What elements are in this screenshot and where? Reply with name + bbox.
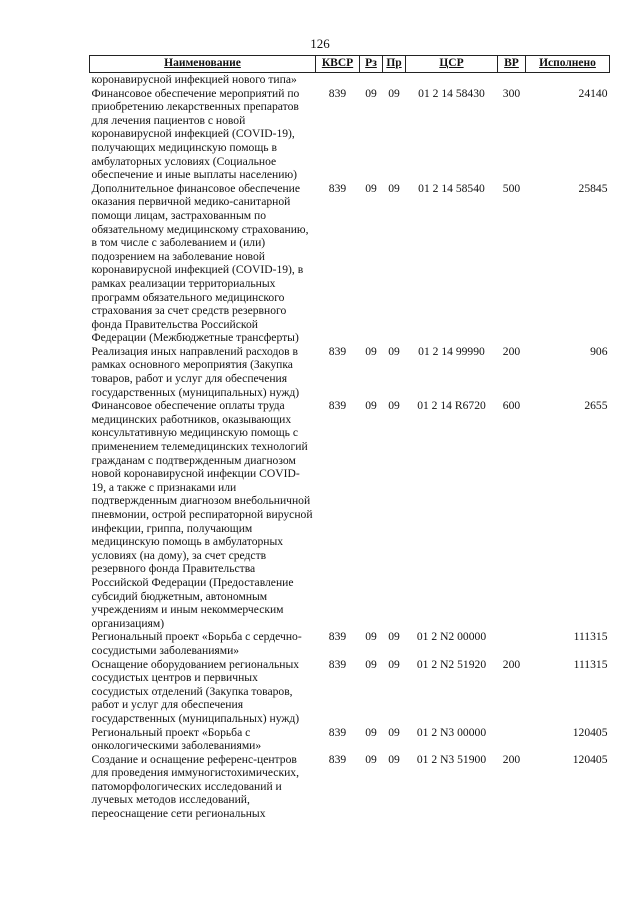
row-name: Дополнительное финансовое обеспечение оказания первичной медико-санитарной помощи лицам, застрахованным по обязательному медицинскому страхованию, в том числе с заболеванием и (или) подозрением на заболевание новой коронавирусной инфекцией (COVID-19), в рамках реализации территориальных программ обязательного медицинского страхования за счет средств резервного фонда Правительства Российской Федерации (Межбюджетные трансферты) <box>91 181 309 345</box>
row-rz: 09 <box>365 344 377 358</box>
row-csr: 01 2 N3 00000 <box>416 725 487 739</box>
row-pr: 09 <box>388 657 400 671</box>
row-kvsr: 839 <box>328 181 347 195</box>
row-csr: 01 2 14 58430 <box>418 86 485 100</box>
continuation-row <box>90 73 610 87</box>
row-csr: 01 2 N2 51920 <box>416 657 487 671</box>
row-vr <box>498 726 526 753</box>
row-name: Оснащение оборудованием региональных сосудистых центров и первичных сосудистых отделений (Закупка товаров, работ и услуг для обеспечения государственных (муниципальных) нужд) <box>91 657 300 725</box>
table-row <box>90 182 610 345</box>
row-rz: 09 <box>365 181 377 195</box>
row-rz: 09 <box>365 657 377 671</box>
row-csr: 01 2 14 58540 <box>418 181 485 195</box>
header-rz: Рз <box>360 56 383 73</box>
header-executed: Исполнено <box>526 56 610 73</box>
row-vr: 200 <box>502 752 521 766</box>
row-pr: 09 <box>388 181 400 195</box>
row-executed: 111315 <box>573 630 608 644</box>
row-pr: 09 <box>388 344 400 358</box>
table-row <box>90 345 610 399</box>
row-executed: 906 <box>590 344 608 358</box>
row-pr: 09 <box>388 630 400 644</box>
row-executed: 2655 <box>584 399 608 413</box>
table-row <box>90 399 610 630</box>
row-name: Региональный проект «Борьба с сердечно-сосудистыми заболеваниями» <box>91 630 302 657</box>
header-kvsr: КВСР <box>316 56 360 73</box>
page-number: 126 <box>310 36 330 51</box>
row-csr: 01 2 14 99990 <box>418 344 485 358</box>
table-row <box>90 658 610 726</box>
row-vr <box>498 630 526 657</box>
row-csr: 01 2 N3 51900 <box>416 752 487 766</box>
row-pr: 09 <box>388 725 400 739</box>
row-rz: 09 <box>365 752 377 766</box>
table-row <box>90 726 610 753</box>
row-executed: 111315 <box>573 657 608 671</box>
row-pr: 09 <box>388 752 400 766</box>
row-executed: 25845 <box>578 181 608 195</box>
row-kvsr: 839 <box>328 630 347 644</box>
row-kvsr: 839 <box>328 725 347 739</box>
header-vr: ВР <box>498 56 526 73</box>
row-kvsr: 839 <box>328 344 347 358</box>
row-kvsr: 839 <box>328 752 347 766</box>
continuation-text: коронавирусной инфекцией нового типа» <box>91 73 297 86</box>
row-kvsr: 839 <box>328 657 347 671</box>
row-vr: 600 <box>502 399 521 413</box>
row-vr: 200 <box>502 657 521 671</box>
row-vr: 300 <box>502 86 521 100</box>
row-rz: 09 <box>365 725 377 739</box>
row-pr: 09 <box>388 86 400 100</box>
row-csr: 01 2 14 R6720 <box>417 399 486 413</box>
budget-table <box>89 55 610 821</box>
row-rz: 09 <box>365 630 377 644</box>
table-header-row <box>90 56 610 73</box>
row-name: Финансовое обеспечение мероприятий по приобретению лекарственных препаратов для лечения пациентов с новой коронавирусной инфекцией (COVID-19), получающих медицинскую помощь в амбулаторных условиях (Социальное обеспечение и иные выплаты населению) <box>91 86 300 182</box>
row-kvsr: 839 <box>328 399 347 413</box>
row-executed: 24140 <box>578 86 608 100</box>
table-row <box>90 87 610 182</box>
row-name: Создание и оснащение референс-центров для проведения иммуногистохимических, патоморфологических исследований и лучевых методов исследований, переоснащение сети региональных <box>91 752 299 821</box>
header-name: Наименование <box>90 56 316 73</box>
row-executed: 120405 <box>572 752 608 766</box>
row-csr: 01 2 N2 00000 <box>416 630 487 644</box>
table-row <box>90 630 610 657</box>
header-pr: Пр <box>383 56 406 73</box>
row-pr: 09 <box>388 399 400 413</box>
row-vr: 500 <box>502 181 521 195</box>
row-name: Финансовое обеспечение оплаты труда медицинских работников, оказывающих консультативную медицинскую помощь с применением телемедицинских технологий гражданам с подтвержденным диагнозом новой коронавирусной инфекции COVID-19, а также с признаками или подтвержденным диагнозом внебольничной пневмонии, острой респираторной вирусной инфекции, гриппа, получающим медицинскую помощь в амбулаторных условиях (на дому), за счет средств резервного фонда Правительства Российской Федерации (Предоставление субсидий бюджетным, автономным учреждениям и иным некоммерческим организациям) <box>91 399 313 630</box>
row-rz: 09 <box>365 399 377 413</box>
row-kvsr: 839 <box>328 86 347 100</box>
header-csr: ЦСР <box>406 56 498 73</box>
row-vr: 200 <box>502 344 521 358</box>
row-rz: 09 <box>365 86 377 100</box>
row-name: Реализация иных направлений расходов в рамках основного мероприятия (Закупка товаров, работ и услуг для обеспечения государственных (муниципальных) нужд) <box>91 344 300 399</box>
row-name: Региональный проект «Борьба с онкологическими заболеваниями» <box>91 725 262 753</box>
table-row <box>90 753 610 821</box>
row-executed: 120405 <box>572 725 608 739</box>
